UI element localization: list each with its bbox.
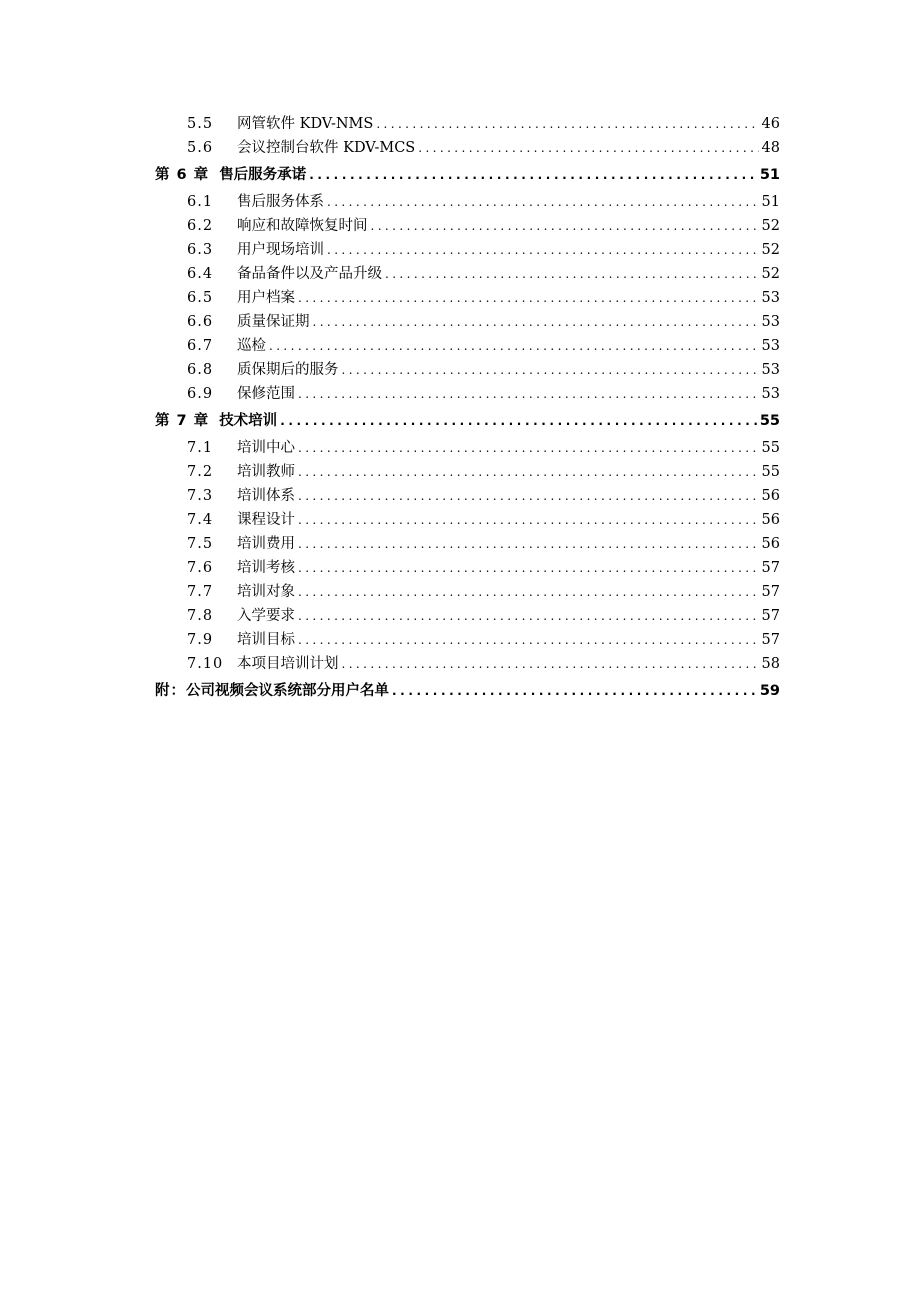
toc-entry-page: 51: [761, 194, 780, 210]
toc-entry-page: 57: [761, 584, 780, 600]
toc-entry-title: 培训费用: [237, 536, 295, 552]
toc-entry-title: 质量保证期: [237, 314, 310, 330]
toc-chapter-title: 售后服务承诺: [219, 167, 307, 183]
toc-entry-number: 7.2: [187, 464, 214, 480]
toc-entry-page: 46: [761, 116, 780, 132]
toc-entry-title: 培训体系: [237, 488, 295, 504]
toc-entry-title: 质保期后的服务: [237, 362, 339, 378]
dot-leader: [342, 652, 759, 676]
toc-entry-7-3[interactable]: [155, 484, 780, 508]
toc-entry-title: 用户现场培训: [237, 242, 324, 258]
toc-entry-page: 57: [761, 632, 780, 648]
toc-entry-page: 52: [761, 242, 780, 258]
table-of-contents: [155, 112, 780, 706]
dot-leader: [371, 214, 759, 238]
toc-entry-6-7[interactable]: [155, 334, 780, 358]
toc-entry-number: 7.10: [187, 656, 224, 672]
toc-entry-5-6[interactable]: [155, 136, 780, 160]
dot-leader: [298, 556, 759, 580]
dot-leader: [269, 334, 759, 358]
toc-chapter-page: 51: [759, 167, 780, 183]
dot-leader: [309, 160, 757, 190]
dot-leader: [376, 112, 758, 136]
toc-entry-number: 7.3: [187, 488, 214, 504]
toc-entry-page: 53: [761, 290, 780, 306]
toc-entry-page: 58: [761, 656, 780, 672]
toc-entry-number: 5.5: [187, 116, 214, 132]
toc-entry-page: 52: [761, 266, 780, 282]
toc-entry-title: 培训考核: [237, 560, 295, 576]
toc-entry-title: 入学要求: [237, 608, 295, 624]
toc-entry-number: 7.6: [187, 560, 214, 576]
toc-entry-title: 巡检: [237, 338, 266, 354]
toc-appendix-title: 公司视频会议系统部分用户名单: [186, 683, 389, 699]
toc-entry-title: 备品备件以及产品升级: [237, 266, 382, 282]
toc-entry-7-5[interactable]: [155, 532, 780, 556]
toc-entry-page: 53: [761, 338, 780, 354]
toc-entry-page: 53: [761, 362, 780, 378]
toc-entry-page: 57: [761, 608, 780, 624]
toc-entry-title: 培训对象: [237, 584, 295, 600]
toc-entry-number: 5.6: [187, 140, 214, 156]
dot-leader: [298, 382, 759, 406]
toc-entry-page: 56: [761, 512, 780, 528]
toc-entry-6-1[interactable]: [155, 190, 780, 214]
toc-entry-7-4[interactable]: [155, 508, 780, 532]
toc-entry-title: 响应和故障恢复时间: [237, 218, 368, 234]
toc-entry-page: 53: [761, 314, 780, 330]
toc-chapter-6[interactable]: [155, 160, 780, 190]
toc-entry-6-9[interactable]: [155, 382, 780, 406]
dot-leader: [298, 580, 759, 604]
toc-entry-title: 本项目培训计划: [237, 656, 339, 672]
toc-entry-page: 48: [761, 140, 780, 156]
toc-entry-7-2[interactable]: [155, 460, 780, 484]
dot-leader: [313, 310, 759, 334]
toc-entry-number: 7.9: [187, 632, 214, 648]
toc-entry-number: 7.8: [187, 608, 214, 624]
dot-leader: [298, 286, 759, 310]
toc-entry-6-3[interactable]: [155, 238, 780, 262]
toc-entry-page: 56: [761, 536, 780, 552]
dot-leader: [298, 484, 759, 508]
dot-leader: [342, 358, 759, 382]
toc-entry-6-6[interactable]: [155, 310, 780, 334]
toc-entry-7-10[interactable]: [155, 652, 780, 676]
toc-entry-page: 55: [761, 464, 780, 480]
toc-entry-6-5[interactable]: [155, 286, 780, 310]
dot-leader: [298, 532, 759, 556]
toc-entry-page: 52: [761, 218, 780, 234]
toc-entry-number: 6.2: [187, 218, 214, 234]
toc-appendix-page: 59: [759, 683, 780, 699]
toc-appendix-prefix: 附：: [155, 683, 186, 699]
toc-entry-number: 6.5: [187, 290, 214, 306]
toc-entry-number: 6.8: [187, 362, 214, 378]
toc-entry-title: 培训中心: [237, 440, 295, 456]
dot-leader: [385, 262, 759, 286]
toc-entry-7-7[interactable]: [155, 580, 780, 604]
toc-entry-6-8[interactable]: [155, 358, 780, 382]
toc-entry-title: 培训教师: [237, 464, 295, 480]
toc-entry-title: 会议控制台软件 KDV-MCS: [237, 140, 416, 156]
dot-leader: [298, 604, 759, 628]
toc-entry-page: 56: [761, 488, 780, 504]
dot-leader: [327, 238, 759, 262]
toc-entry-number: 6.1: [187, 194, 214, 210]
toc-entry-number: 7.1: [187, 440, 214, 456]
dot-leader: [298, 508, 759, 532]
toc-entry-page: 55: [761, 440, 780, 456]
toc-entry-6-4[interactable]: [155, 262, 780, 286]
toc-entry-number: 7.4: [187, 512, 214, 528]
toc-entry-title: 课程设计: [237, 512, 295, 528]
toc-chapter-title: 技术培训: [219, 413, 278, 429]
toc-chapter-7[interactable]: [155, 406, 780, 436]
toc-entry-number: 6.7: [187, 338, 214, 354]
dot-leader: [298, 460, 759, 484]
dot-leader: [418, 136, 758, 160]
toc-entry-7-6[interactable]: [155, 556, 780, 580]
dot-leader: [327, 190, 759, 214]
toc-entry-page: 57: [761, 560, 780, 576]
dot-leader: [298, 628, 759, 652]
toc-chapter-page: 55: [759, 413, 780, 429]
dot-leader: [280, 406, 757, 436]
toc-entry-title: 培训目标: [237, 632, 295, 648]
toc-entry-number: 7.5: [187, 536, 214, 552]
toc-entry-title: 用户档案: [237, 290, 295, 306]
toc-entry-6-2[interactable]: [155, 214, 780, 238]
toc-entry-title: 保修范围: [237, 386, 295, 402]
toc-entry-7-8[interactable]: [155, 604, 780, 628]
toc-entry-number: 6.4: [187, 266, 214, 282]
toc-chapter-number: 第 6 章: [155, 167, 210, 183]
toc-entry-7-1[interactable]: [155, 436, 780, 460]
dot-leader: [392, 676, 757, 706]
toc-entry-number: 6.9: [187, 386, 214, 402]
toc-entry-title: 售后服务体系: [237, 194, 324, 210]
toc-entry-5-5[interactable]: [155, 112, 780, 136]
dot-leader: [298, 436, 759, 460]
toc-entry-title: 网管软件 KDV-NMS: [237, 116, 374, 132]
toc-entry-number: 7.7: [187, 584, 214, 600]
toc-chapter-number: 第 7 章: [155, 413, 210, 429]
toc-appendix[interactable]: [155, 676, 780, 706]
toc-entry-number: 6.3: [187, 242, 214, 258]
toc-entry-page: 53: [761, 386, 780, 402]
toc-entry-7-9[interactable]: [155, 628, 780, 652]
toc-entry-number: 6.6: [187, 314, 214, 330]
